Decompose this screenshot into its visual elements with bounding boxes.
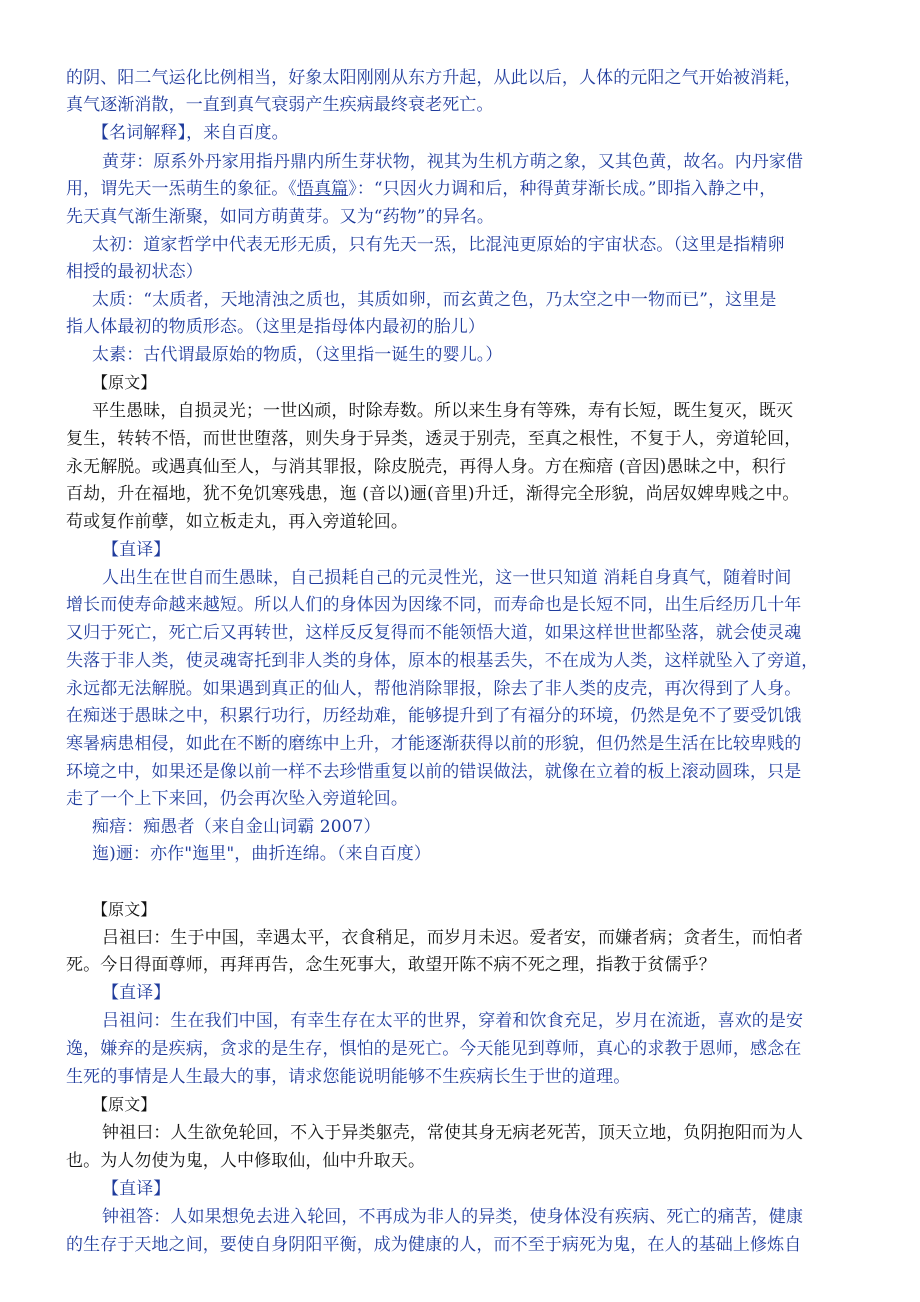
taichu-line-2: 相授的最初状态） [66,262,203,282]
original-2-line-2: 死。今日得面尊师，再拜再告，念生死事大，敢望开陈不病不死之理，指教于贫儒乎？ [66,955,716,975]
original-tag-3: 【原文】 [92,1095,157,1114]
original-1-line-3: 永无解脱。或遇真仙至人，与消其罪报，除皮脱壳，再得人身。方在痴瘖 (音因)愚昧之中，积行 [66,457,787,477]
original-tag-1: 【原文】 [92,373,157,392]
translation-tag-2: 【直译】 [102,983,171,1003]
translation-1-line-5: 永远都无法解脱。如果遇到真正的仙人，帮他消除罪报，除去了非人类的皮壳，再次得到了人身。 [66,679,802,699]
intro-line-2: 真气逐渐消散，一直到真气衰弱产生疾病最终衰老死亡。 [66,95,494,115]
intro-line-1: 的阴、阳二气运化比例相当，好象太阳刚刚从东方升起，从此以后，人体的元阳之气开始被消耗， [66,68,802,88]
translation-1-line-9: 走了一个上下来回，仍会再次坠入旁道轮回。 [66,789,408,809]
taizhi-line-2: 指人体最初的物质形态。（这里是指母体内最初的胎儿） [66,317,485,337]
original-tag-2: 【原文】 [92,900,157,919]
translation-1-line-7: 寒暑病患相侵，如此在不断的磨练中上升，才能逐渐获得以前的形貌，但仍然是生活在比较卑贱的 [66,734,802,754]
huangya-text-a: 用，谓先天一炁萌生的象征。《 [66,179,297,199]
note-line-2: 迤)逦：亦作"迤里"，曲折连绵。（来自百度） [92,844,431,864]
original-1-line-1: 平生愚昧，自损灵光；一世凶顽，时除寿数。所以来生身有等殊，寿有长短，既生复灭，既灭 [92,401,794,421]
translation-1-line-3: 又归于死亡，死亡后又再转世，这样反反复得而不能领悟大道，如果这样世世都坠落，就会使灵魂 [66,623,802,643]
translation-3-line-1: 钟祖答：人如果想免去进入轮回，不再成为非人的异类，使身体没有疾病、死亡的痛苦，健康 [102,1207,804,1227]
original-3-line-1: 钟祖曰：人生欲免轮回，不入于异类躯壳，常使其身无病老死苦，顶天立地，负阴抱阳而为人 [102,1123,804,1143]
original-1-line-4: 百劫，升在福地，犹不免饥寒残患，迤 (音以)逦(音里)升迁，渐得完全形貌，尚居奴婢卑贱之中。 [66,484,800,504]
translation-2-line-1: 吕祖问：生在我们中国，有幸生存在太平的世界，穿着和饮食充足，岁月在流逝，喜欢的是安 [102,1011,804,1031]
original-2-line-1: 吕祖曰：生于中国，幸遇太平，衣食稍足，而岁月未迟。爱者安，而嫌者病；贪者生，而怕者 [102,928,804,948]
huangya-text-b: 》：“只因火力调和后，种得黄芽渐长成。”即指入静之中， [348,179,777,199]
translation-1-line-4: 失落于非人类，使灵魂寄托到非人类的身体，原本的根基丢失，不在成为人类，这样就坠入了旁道， [66,651,819,671]
translation-tag-3: 【直译】 [102,1179,171,1199]
huangya-line-1: 黄芽：原系外丹家用指丹鼎内所生芽状物，视其为生机方萌之象，又其色黄，故名。内丹家借 [102,152,804,172]
translation-1-line-1: 人出生在世自而生愚昧，自己损耗自己的元灵性光，这一世只知道 消耗自身真气，随着时间 [102,568,792,588]
original-1-line-2: 复生，转转不悟，而世世堕落，则失身于异类，透灵于别壳，至真之根性，不复于人，旁道轮回， [66,429,802,449]
taizhi-line-1: 太质：“太质者，天地清浊之质也，其质如卵，而玄黄之色，乃太空之中一物而已”，这里是 [92,290,777,310]
wuzhenpian-link[interactable]: 悟真篇 [296,179,349,199]
original-3-line-2: 也。为人勿使为鬼，人中修取仙，仙中升取天。 [66,1151,426,1171]
original-1-line-5: 苟或复作前孽，如立板走丸，再入旁道轮回。 [66,512,408,532]
translation-1-line-2: 增长而使寿命越来越短。所以人们的身体因为因缘不同，而寿命也是长短不同，出生后经历几十年 [66,595,802,615]
translation-1-line-6: 在痴迷于愚昧之中，积累行功行，历经劫难，能够提升到了有福分的环境，仍然是免不了要受饥饿 [66,706,802,726]
translation-2-line-3: 生死的事情是人生最大的事，请求您能说明能够不生疾病长生于世的道理。 [66,1067,631,1087]
taichu-line-1: 太初：道家哲学中代表无形无质，只有先天一炁，比混沌更原始的宇宙状态。（这里是指精卵 [92,235,785,255]
huangya-line-3: 先天真气渐生渐聚，如同方萌黄芽。又为“药物”的异名。 [66,207,494,227]
glossary-heading: 【名词解释】，来自百度。 [92,123,289,143]
translation-2-line-2: 逸，嫌弃的是疾病，贪求的是生存，惧怕的是死亡。今天能见到尊师，真心的求教于恩师，感念在 [66,1039,802,1059]
translation-3-line-2: 的生存于天地之间，要使自身阴阳平衡，成为健康的人，而不至于病死为鬼，在人的基础上修炼自 [66,1235,802,1255]
translation-tag-1: 【直译】 [102,540,171,560]
taisu-line: 太素：古代谓最原始的物质，（这里指一诞生的婴儿。） [92,345,503,365]
translation-1-line-8: 环境之中，如果还是像以前一样不去珍惜重复以前的错误做法，就像在立着的板上滚动圆珠，只是 [66,762,802,782]
huangya-line-2 [66,178,776,200]
note-line-1: 痴瘖：痴愚者（来自金山词霸 2007） [92,817,381,837]
